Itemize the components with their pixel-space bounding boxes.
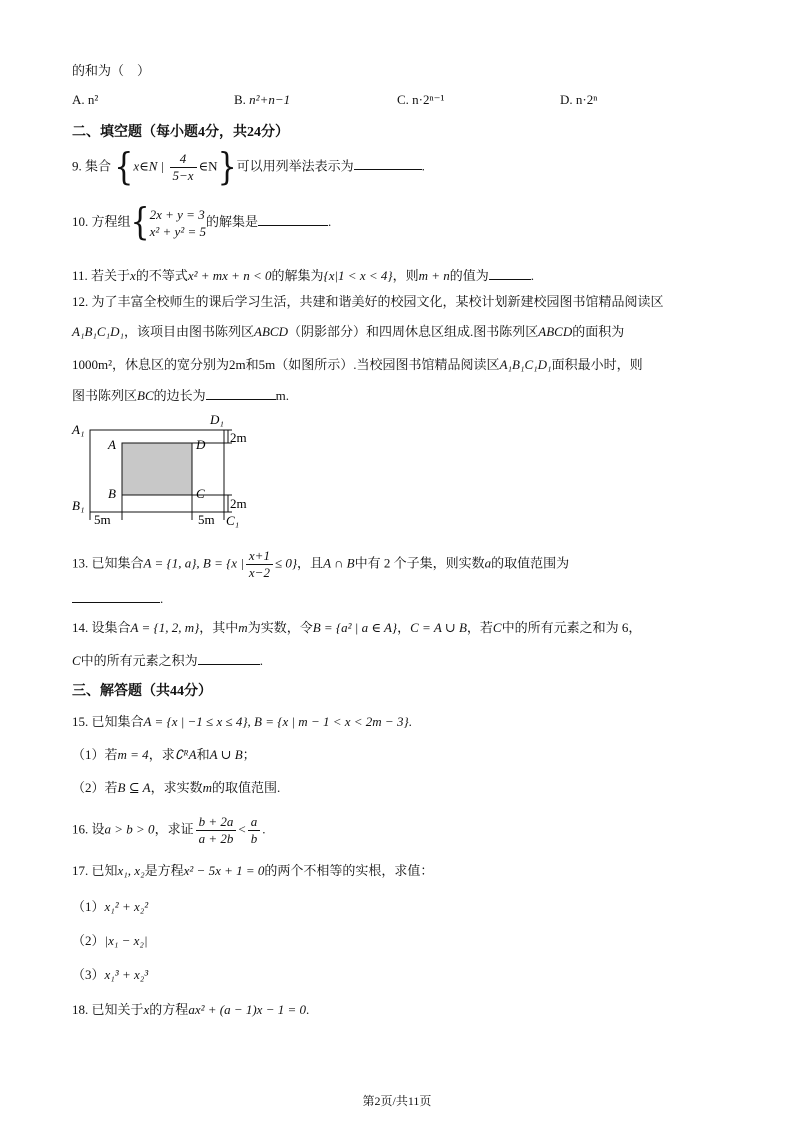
q9-fraction: [170, 151, 197, 184]
question-17: [72, 862, 433, 880]
q13-frac-num: x+1: [246, 548, 273, 565]
q15-p1g: ；: [242, 747, 256, 762]
q16-den2: b: [250, 831, 258, 846]
q12-l2b: ，该项目由图书陈列区: [124, 324, 255, 339]
q14-l2b: 中的所有元素之积为: [80, 653, 198, 668]
q12-l4a: 图书陈列区: [72, 388, 138, 403]
q12-abcd-2: ABCD: [538, 324, 573, 339]
label-bottom-gap: 2m: [230, 496, 247, 511]
q10-eq2: x² + y² = 5: [149, 224, 206, 239]
q15-part-2: [72, 779, 280, 797]
q17-p3m: x₁³ + x₂³: [104, 967, 149, 982]
q15-part-1: [72, 746, 256, 764]
q17-part-3: [72, 966, 148, 984]
q14-setA: A = {1, 2, m}: [130, 620, 200, 635]
q9-set-right: ∈N: [198, 158, 218, 174]
top-line: 的和为（ ）: [72, 63, 151, 78]
option-b-prefix: B.: [234, 92, 250, 107]
q15-p1c: ，求: [148, 747, 175, 762]
q12-a1b1c1d1: A₁B₁C₁D₁: [72, 324, 125, 339]
q17-vars: x₁, x₂: [117, 863, 145, 878]
label-a1: A₁: [72, 422, 85, 437]
label-d: D: [196, 437, 206, 452]
q12-l3d: 和: [245, 357, 259, 372]
q15-p1a: （1）若: [72, 747, 118, 762]
page-footer: 第2页/共11页: [362, 1094, 432, 1108]
q16-frac-left: [196, 814, 237, 847]
q15-p2e: 的取值范围.: [211, 780, 281, 795]
q15-p2c: ，求实数: [150, 780, 203, 795]
option-a: A. n²: [72, 92, 99, 107]
label-left-gap: 5m: [94, 512, 111, 527]
q13-expr: A ∩ B: [323, 555, 355, 571]
q12-abcd: ABCD: [254, 324, 288, 339]
q12-2m: 2m: [229, 357, 246, 372]
q13-answer-blank: [72, 588, 160, 603]
q15-end: .: [408, 714, 412, 729]
q18-pre: 18. 已知关于: [72, 1002, 144, 1017]
q17-part-1: [72, 898, 148, 916]
q9-frac-num: 4: [170, 151, 197, 168]
inner-rect-abcd: [122, 443, 192, 495]
label-c1: C₁: [226, 513, 240, 528]
q15-p1b: m = 4: [117, 747, 149, 762]
q12-l2d: （阴影部分）和四周休息区组成.图书陈列区: [288, 324, 539, 339]
q12-l3f: （如图所示）.当校园图书馆精品阅读区: [275, 357, 500, 372]
q16-den1: a + 2b: [198, 831, 234, 846]
q14-l1e: 为实数，令: [247, 620, 313, 635]
question-18: [72, 1001, 309, 1019]
q16-mid: ，求证: [154, 821, 194, 837]
q14-c: C: [492, 620, 502, 635]
q11-ineq: x² + mx + n < 0: [187, 268, 272, 283]
q10-brace: {: [130, 200, 150, 245]
label-right-gap: 5m: [198, 512, 215, 527]
q11-answer-blank: [489, 265, 531, 280]
q18-x: x: [143, 1002, 150, 1017]
q16-frac-right: [248, 814, 261, 847]
q15-math: A = {x | −1 ≤ x ≤ 4}, B = {x | m − 1 < x < 2m − 3}: [143, 714, 409, 729]
q16-pre: 16. 设: [72, 821, 105, 837]
q17-post: 的两个不相等的实根，求值：: [264, 863, 434, 878]
q10-answer-blank: [258, 211, 328, 226]
q13-a: a: [484, 555, 492, 571]
q14-l1g: ，: [397, 620, 411, 635]
q13-answer-line: .: [72, 588, 163, 608]
q15-p2b: B ⊆ A: [117, 780, 151, 795]
q11-expr: m + n: [418, 268, 450, 283]
q12-bc: BC: [137, 388, 154, 403]
q11-mid3: ，则: [392, 268, 419, 283]
label-c: C: [196, 486, 205, 501]
q10-system: [150, 206, 206, 240]
q18-mid: 的方程: [149, 1002, 189, 1017]
q11-post: 的值为: [449, 268, 489, 283]
option-d: D. n·2ⁿ: [560, 92, 598, 107]
q14-l1k: 中的所有元素之和为 6，: [501, 620, 642, 635]
q9-brace-right: }: [217, 145, 237, 189]
label-b1: B₁: [72, 498, 85, 513]
q13-frac-den: x−2: [248, 565, 270, 580]
q14-c-2: C: [72, 653, 81, 668]
q13-setB-end: ≤ 0}: [274, 555, 298, 571]
q16-end: .: [262, 821, 266, 837]
q17-mid: 是方程: [144, 863, 184, 878]
q17-pre: 17. 已知: [72, 863, 118, 878]
label-a: A: [108, 437, 116, 452]
question-9: 9. 集合 {x∈N | $\frac{4}{5-x}$ ∈N}可以用列举法表示为 .: [72, 145, 425, 189]
q15-p1f: A ∪ B: [209, 747, 243, 762]
q15-p1d: ∁ᴿA: [174, 747, 197, 762]
q10-pre: 10. 方程组: [72, 213, 131, 229]
label-d1: D₁: [210, 412, 224, 427]
q11-set: {x|1 < x < 4}: [323, 268, 393, 283]
q10-post: 的解集是: [206, 213, 259, 229]
q12-area: 1000m²: [72, 357, 113, 372]
q13-mid2: 中有 2 个子集，则实数: [354, 555, 485, 571]
q11-pre: 11. 若关于: [72, 268, 131, 283]
option-b: [234, 92, 290, 108]
q9-brace-left: {: [114, 145, 134, 189]
label-b: B: [108, 486, 116, 501]
q12-line-1: 12. 为了丰富全校师生的课后学习生活，共建和谐美好的校园文化，某校计划新建校园图书馆精品阅读区: [72, 294, 664, 309]
q11-mid: 的不等式: [135, 268, 188, 283]
q12-line-2: [72, 323, 624, 341]
q12-l3h: 面积最小时，则: [551, 357, 643, 372]
q12-answer-blank: [206, 385, 276, 400]
q11-mid2: 的解集为: [271, 268, 324, 283]
q17-part-2: [72, 932, 148, 950]
q16-cond: a > b > 0: [104, 821, 155, 837]
q17-p3: （3）: [72, 967, 105, 982]
q15-p2d: m: [202, 780, 212, 795]
q15-p2a: （2）若: [72, 780, 118, 795]
q18-eq: ax² + (a − 1)x − 1 = 0: [188, 1002, 306, 1017]
q12-l3b: ，休息区的宽分别为: [112, 357, 230, 372]
q17-p2: （2）: [72, 933, 105, 948]
section-2-heading: 二、填空题（每小题4分，共24分）: [72, 125, 289, 140]
q16-lt: <: [238, 821, 246, 837]
q16-num1: b + 2a: [196, 814, 237, 831]
q12-l2f: 的面积为: [572, 324, 625, 339]
q14-l1c: ，其中: [199, 620, 239, 635]
q12-l4c: 的边长为: [153, 388, 206, 403]
q16-num2: a: [248, 814, 261, 831]
q18-end: .: [306, 1002, 310, 1017]
q17-p2m: |x₁ − x₂|: [104, 933, 148, 948]
question-15: [72, 713, 412, 731]
label-top-gap: 2m: [230, 430, 247, 445]
q14-setC: C = A ∪ B: [410, 620, 467, 635]
q9-set-left: x∈N |: [133, 158, 165, 174]
option-c: C. n·2ⁿ⁻¹: [397, 92, 445, 107]
q14-line-1: [72, 619, 641, 637]
section-3-heading: 三、解答题（共44分）: [72, 684, 212, 699]
q9-post: 可以用列举法表示为: [236, 158, 354, 174]
q17-p1m: x₁² + x₂²: [104, 899, 149, 914]
q15-pre: 15. 已知集合: [72, 714, 144, 729]
question-16: [72, 814, 265, 847]
q15-p1e: 和: [196, 747, 210, 762]
q17-p1: （1）: [72, 899, 105, 914]
q14-line-2: C中的所有元素之积为 .: [72, 650, 263, 670]
q14-setB: B = {a² | a ∈ A}: [312, 620, 398, 635]
q13-setA: A = {1, a}, B = {x |: [143, 555, 244, 571]
q14-l1i: ，若: [466, 620, 493, 635]
library-figure: [68, 412, 268, 532]
q13-fraction: [246, 548, 273, 581]
q14-m: m: [238, 620, 248, 635]
option-b-math: n²+n−1: [249, 92, 291, 107]
q13-pre: 13. 已知集合: [72, 555, 144, 571]
question-10: 10. 方程组{ 2x + y = 3 x² + y² = 5 的解集是 .: [72, 200, 332, 245]
q10-eq1: 2x + y = 3: [149, 207, 205, 222]
question-13: [72, 548, 569, 581]
q12-line-4: [72, 385, 289, 405]
q14-l1a: 14. 设集合: [72, 620, 131, 635]
q12-a1b1c1d1-2: A₁B₁C₁D₁: [499, 357, 552, 372]
q14-answer-blank: [198, 650, 260, 665]
q9-pre: 9. 集合: [72, 158, 112, 174]
q12-unit: m.: [275, 388, 290, 403]
q12-5m: 5m: [258, 357, 276, 372]
q17-eq: x² − 5x + 1 = 0: [183, 863, 265, 878]
q13-mid: ，且: [297, 555, 324, 571]
question-11: 11. 若关于x的不等式x² + mx + n < 0的解集为{x|1 < x < 4}，则m + n的值为 .: [72, 265, 534, 285]
q9-answer-blank: [354, 155, 422, 170]
q11-x: x: [130, 268, 136, 283]
q9-frac-den: 5−x: [172, 168, 194, 183]
q13-post: 的取值范围为: [491, 555, 570, 571]
q12-line-3: [72, 356, 643, 374]
